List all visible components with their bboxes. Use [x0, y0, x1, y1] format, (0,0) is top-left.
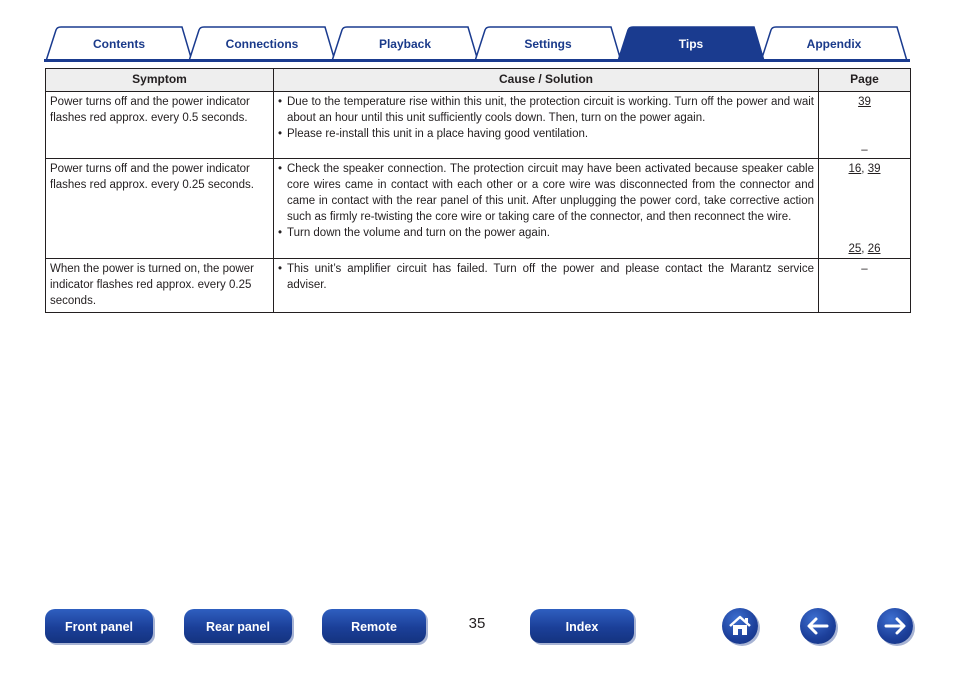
front-panel-button[interactable]: Front panel [45, 609, 153, 643]
page-cell [819, 92, 911, 159]
table-header-row [46, 69, 911, 92]
table-row [46, 159, 911, 259]
page-link[interactable]: 39 [867, 163, 881, 175]
arrow-right-icon [877, 608, 913, 644]
remote-button[interactable]: Remote [322, 609, 426, 643]
home-button[interactable] [722, 608, 758, 644]
page-ref [819, 94, 910, 110]
cause-cell [274, 159, 819, 259]
back-button[interactable] [800, 608, 836, 644]
cause-cell [274, 92, 819, 159]
bullet-item: • Check the speaker connection. The protection circuit may have been activated because speaker cable core wires came in contact with each other or a core wire was disconnected from the connector and came in contact with the rear panel of this unit. After unplugging the power cord, take corrective action such as firmly re-twisting the core wire or taking care of the connector, and then reconnect the wire. [278, 163, 814, 223]
page-number: 35 [468, 615, 486, 632]
index-button[interactable]: Index [530, 609, 634, 643]
tab-tips[interactable]: Tips [678, 37, 704, 51]
page-cell [819, 159, 911, 259]
page-link[interactable]: 16 [848, 163, 862, 175]
tab-playback[interactable]: Playback [378, 37, 432, 51]
header-page: Page [819, 69, 911, 92]
tab-bar [44, 26, 910, 62]
forward-button[interactable] [877, 608, 913, 644]
troubleshooting-table [45, 68, 911, 313]
symptom-cell: When the power is turned on, the power indicator flashes red approx. every 0.25 seconds. [46, 259, 274, 313]
page-link[interactable]: 39 [858, 96, 871, 108]
home-icon [722, 608, 758, 644]
tab-settings[interactable]: Settings [524, 37, 572, 51]
tab-underline [44, 59, 910, 62]
table-row [46, 259, 911, 313]
table-row [46, 92, 911, 159]
page-ref: 16, 39 [848, 163, 881, 175]
page-ref: – [861, 144, 868, 156]
arrow-left-icon [800, 608, 836, 644]
rear-panel-button[interactable]: Rear panel [184, 609, 292, 643]
page-link[interactable]: 25 [848, 243, 862, 255]
tab-appendix[interactable]: Appendix [806, 37, 862, 51]
page-cell [819, 259, 911, 313]
bullet-item: • Please re-install this unit in a place having good ventilation. [278, 128, 589, 140]
bullet-item: • This unit’s amplifier circuit has failed. Turn off the power and please contact the Marantz service adviser. [278, 263, 814, 291]
symptom-cell: Power turns off and the power indicator flashes red approx. every 0.5 seconds. [46, 92, 274, 159]
bullet-item: • Turn down the volume and turn on the power again. [278, 227, 550, 239]
tab-contents[interactable]: Contents [93, 37, 145, 51]
page-ref: 25, 26 [848, 243, 881, 255]
bullet-item: • Due to the temperature rise within this unit, the protection circuit is working. Turn off the power and wait about an hour until this unit sufficiently cools down. Then, turn on the power again. [278, 96, 814, 124]
page-ref: – [861, 263, 868, 275]
cause-cell [274, 259, 819, 313]
page-link[interactable]: 26 [867, 243, 881, 255]
header-symptom: Symptom [46, 69, 274, 92]
tab-connections[interactable]: Connections [225, 37, 299, 51]
symptom-cell: Power turns off and the power indicator flashes red approx. every 0.25 seconds. [46, 159, 274, 259]
header-cause-solution: Cause / Solution [274, 69, 819, 92]
